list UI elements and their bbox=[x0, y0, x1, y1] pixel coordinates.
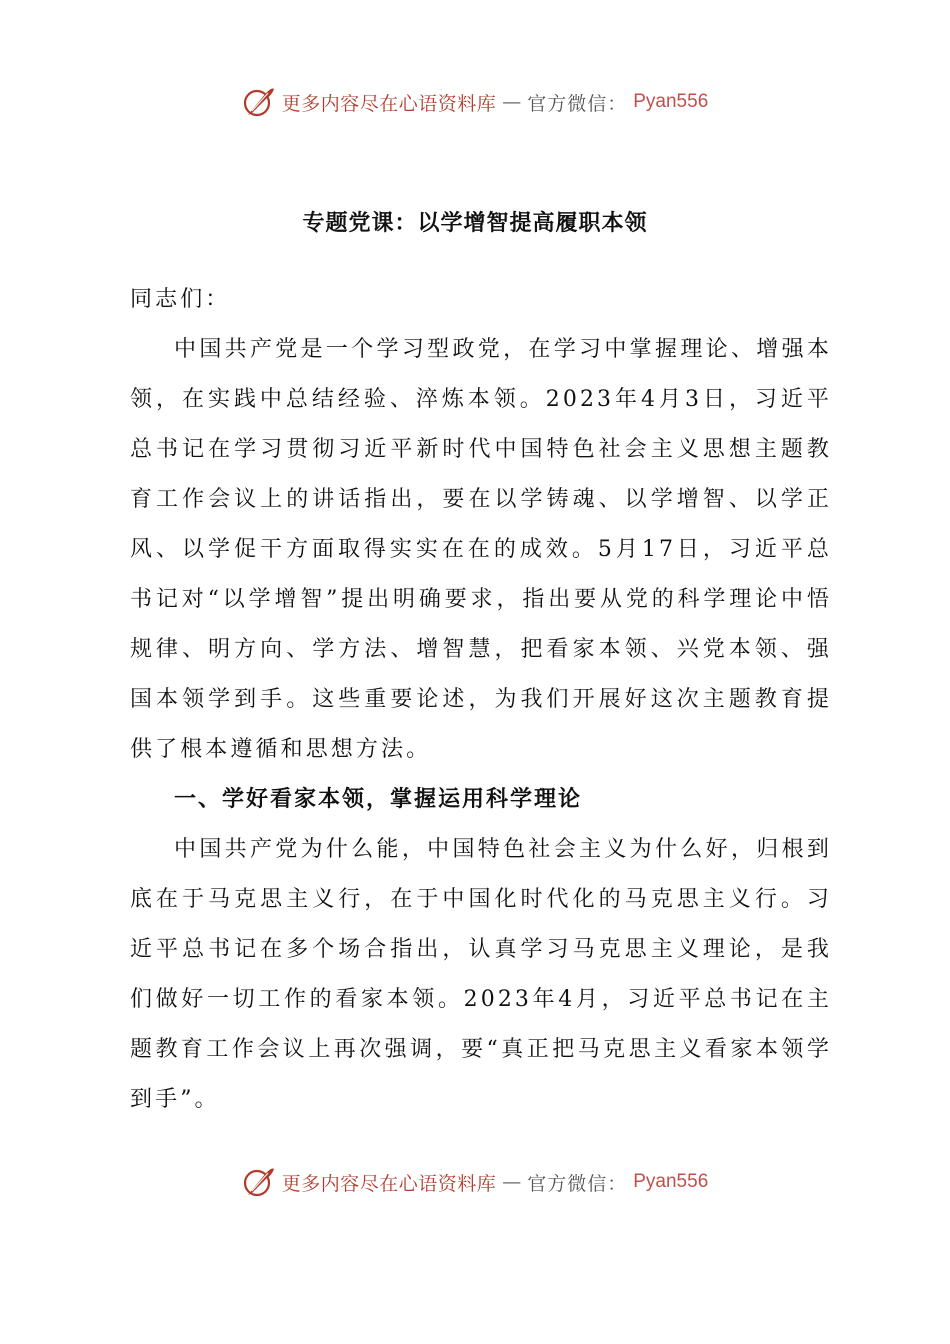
banner-wechat-label: 官方微信： bbox=[527, 1172, 628, 1195]
banner-wechat-id: Pyan556 bbox=[633, 1171, 709, 1192]
banner-wechat-id: Pyan556 bbox=[633, 91, 709, 112]
paragraph-section-1: 中国共产党为什么能，中国特色社会主义为什么好，归根到底在于马克思主义行，在于中国化时代化的马克思主义行。习近平总书记在多个场合指出，认真学习马克思主义理论，是我们做好一切工作的看家本领。2023年4月，习近平总书记在主题教育工作会议上再次强调，要“真正把马克思主义看家本领学到手”。 bbox=[130, 837, 832, 1112]
section-heading-1: 一、学好看家本领，掌握运用科学理论 bbox=[174, 787, 583, 812]
document-body bbox=[130, 275, 832, 1125]
paragraph-intro: 中国共产党是一个学习型政党，在学习中掌握理论、增强本领，在实践中总结经验、淬炼本领。2023年4月3日，习近平总书记在学习贯彻习近平新时代中国特色社会主义思想主题教育工作会议上的讲话指出，要在以学铸魂、以学增智、以学正风、以学促干方面取得实实在在的成效。5月17日，习近平总书记对“以学增智”提出明确要求，指出要从党的科学理论中悟规律、明方向、学方法、增智慧，把看家本领、兴党本领、强国本领学到手。这些重要论述，为我们开展好这次主题教育提供了根本遵循和思想方法。 bbox=[130, 337, 832, 762]
salutation: 同志们： bbox=[130, 287, 231, 312]
banner-separator: — bbox=[502, 91, 522, 113]
banner-text: 更多内容尽在心语资料库 bbox=[281, 1172, 497, 1195]
banner-text: 更多内容尽在心语资料库 bbox=[281, 92, 497, 115]
banner-separator: — bbox=[502, 1171, 522, 1193]
header-banner bbox=[0, 82, 950, 122]
footer-banner bbox=[0, 1162, 950, 1202]
document-title: 专题党课：以学增智提高履职本领 bbox=[302, 210, 648, 236]
banner-wechat-label: 官方微信： bbox=[527, 92, 628, 115]
quill-logo-icon bbox=[242, 1165, 276, 1199]
quill-logo-icon bbox=[242, 85, 276, 119]
